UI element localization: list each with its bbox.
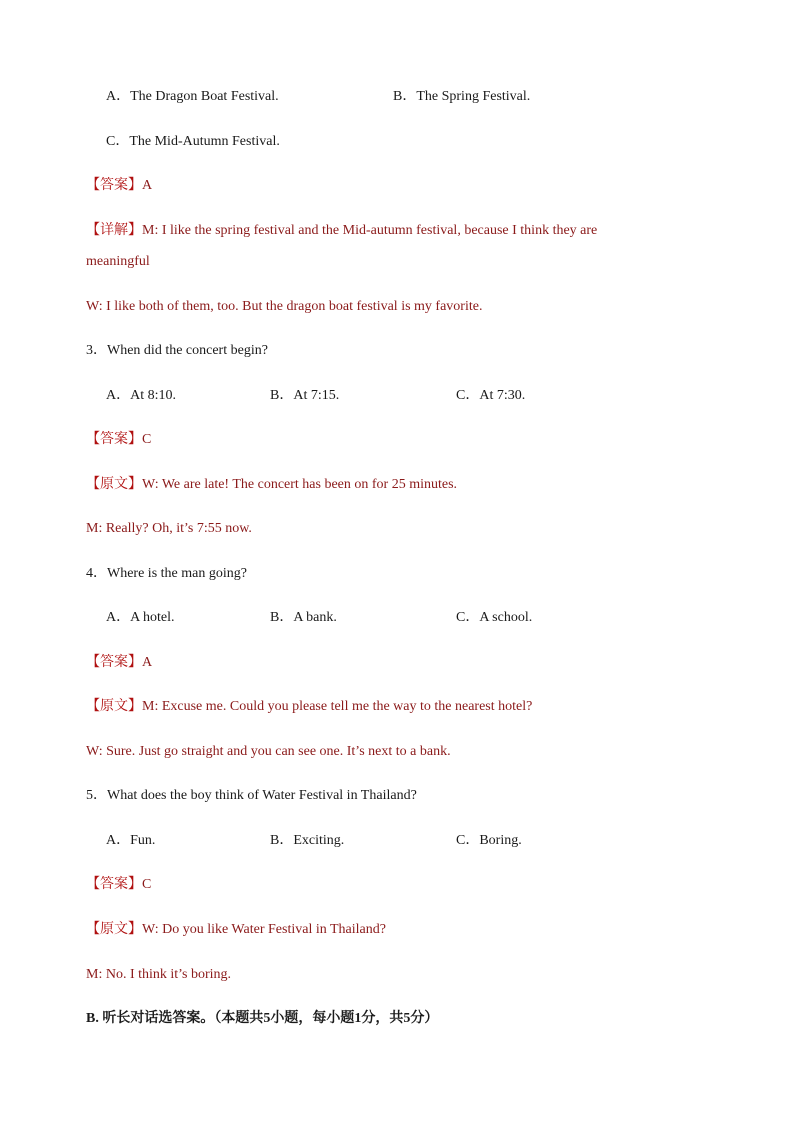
q3-source-line2: M: Really? Oh, it’s 7:55 now. xyxy=(86,521,252,536)
q4-source-line1: 【原文】M: Excuse me. Could you please tell me the way to the nearest hotel? xyxy=(86,699,533,714)
q2-option-c: C．The Mid-Autumn Festival. xyxy=(106,134,280,149)
q3-answer: 【答案】C xyxy=(86,432,152,447)
q2-explain-line3: W: I like both of them, too. But the dragon boat festival is my favorite. xyxy=(86,299,483,314)
q5-question: 5．What does the boy think of Water Festival in Thailand? xyxy=(86,788,417,803)
q4-option-c: C．A school. xyxy=(456,610,533,625)
q5-source-line1: 【原文】W: Do you like Water Festival in Thailand? xyxy=(86,922,386,937)
q2-option-a: A．The Dragon Boat Festival. xyxy=(106,89,279,104)
q5-answer: 【答案】C xyxy=(86,877,152,892)
q3-source-line1: 【原文】W: We are late! The concert has been on for 25 minutes. xyxy=(86,477,458,492)
q2-explain-line1: 【详解】M: I like the spring festival and the Mid-autumn festival, because I think they are xyxy=(86,223,598,238)
q5-option-c: C．Boring. xyxy=(456,833,522,848)
q2-option-b: B．The Spring Festival. xyxy=(393,89,531,104)
q4-source-line2: W: Sure. Just go straight and you can see one. It’s next to a bank. xyxy=(86,744,451,759)
q5-source-line2: M: No. I think it’s boring. xyxy=(86,967,232,982)
q2-explain-line2: meaningful xyxy=(86,254,150,269)
q5-option-a: A．Fun. xyxy=(106,833,156,848)
q5-option-b: B．Exciting. xyxy=(270,833,345,848)
q4-question: 4．Where is the man going? xyxy=(86,566,247,581)
q4-answer: 【答案】A xyxy=(86,655,153,670)
section-b-heading: B. 听长对话选答案。（本题共5小题，每小题1分，共5分） xyxy=(86,1011,439,1026)
q4-option-b: B．A bank. xyxy=(270,610,337,625)
q2-answer: 【答案】A xyxy=(86,178,153,193)
q3-option-b: B．At 7:15. xyxy=(270,388,340,403)
q3-option-c: C．At 7:30. xyxy=(456,388,526,403)
q3-question: 3．When did the concert begin? xyxy=(86,343,268,358)
q3-option-a: A．At 8:10. xyxy=(106,388,177,403)
q4-option-a: A．A hotel. xyxy=(106,610,175,625)
